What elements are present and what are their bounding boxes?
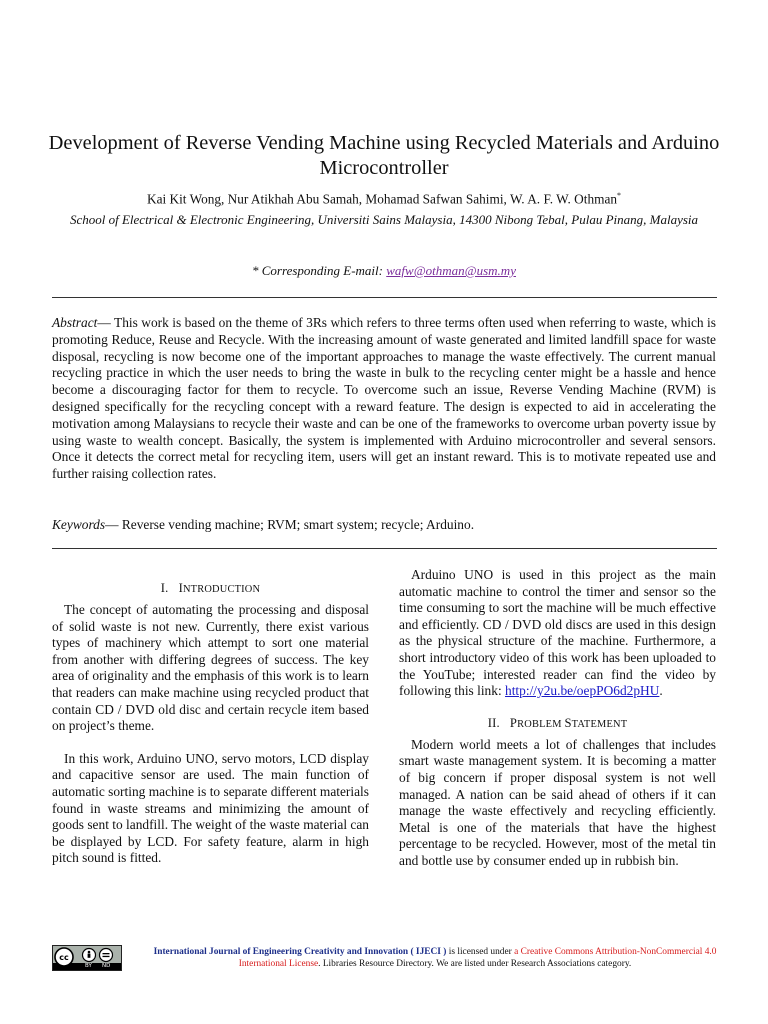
left-column bbox=[52, 581, 369, 867]
cc-nd-label: ND bbox=[102, 963, 111, 969]
arduino-paragraph: Arduino UNO is used in this project as the main automatic machine to control the timer and sensor so the time consuming to sort the machine will be much effective and efficiently. CD / DVD old discs are used in this design as the physical structure of the machine. Furthermore, a short introductory video of this work has been uploaded to the YouTube; interested reader can find the video by following this link: http://y2u.be/oepPO6d2pHU. bbox=[399, 567, 716, 699]
author-list bbox=[40, 187, 728, 208]
video-link[interactable]: http://y2u.be/oepPO6d2pHU bbox=[505, 683, 660, 699]
license-footer bbox=[130, 946, 740, 970]
paper-title: Development of Reverse Vending Machine using Recycled Materials and Arduino Microcontroller bbox=[48, 132, 720, 179]
keywords bbox=[52, 516, 716, 533]
svg-text:cc: cc bbox=[59, 953, 69, 962]
affiliation: School of Electrical & Electronic Engineering, Universiti Sains Malaysia, 14300 Nibong Tebal, Pulau Pinang, Malaysia bbox=[69, 212, 699, 227]
corresponding-email bbox=[40, 262, 728, 280]
corresponding-mark: * bbox=[617, 191, 621, 200]
journal-name: International Journal of Engineering Creativity and Innovation ( IJECI ) bbox=[153, 947, 447, 957]
license-link[interactable]: a Creative Commons Attribution-NonCommercial 4.0 International License bbox=[238, 947, 717, 970]
intro-paragraph-1: The concept of automating the processing and disposal of solid waste is not new. Currently, there exist various types of machinery which attempt to sort one material from another with differing degrees of success. The key area of originality and the emphasis of this work is to learn that readers can make machine using recycled product that contain CD / DVD old disc and certain recycle item based on project’s theme. bbox=[52, 602, 369, 734]
intro-paragraph-2: In this work, Arduino UNO, servo motors, LCD display and capacitive sensor are used. The main function of automatic sorting machine is to separate different materials found in waste streams and minimizing the amount of goods sent to landfill. The weight of the waste material can be displayed by LCD. For safety feature, alarm in high pitch sound is fitted. bbox=[52, 750, 369, 866]
abstract-dash: — bbox=[97, 315, 115, 330]
corresponding-label: * Corresponding E-mail: bbox=[252, 263, 387, 278]
authors-text: Kai Kit Wong, Nur Atikhah Abu Samah, Mohamad Safwan Sahimi, W. A. F. W. Othman bbox=[146, 191, 617, 207]
keywords-text: Reverse vending machine; RVM; smart system; recycle; Arduino. bbox=[121, 517, 475, 532]
abstract-label: Abstract bbox=[52, 315, 98, 330]
mid-divider bbox=[52, 548, 717, 549]
abstract bbox=[52, 315, 716, 483]
section-heading-introduction: I. INTRODUCTION bbox=[160, 581, 261, 595]
creative-commons-badge[interactable] bbox=[52, 945, 122, 971]
cc-by-label: BY bbox=[85, 963, 92, 969]
keywords-dash: — bbox=[105, 517, 122, 532]
abstract-text: This work is based on the theme of 3Rs which refers to three terms often used when referring to waste, which is promoting Reduce, Reuse and Recycle. With the increasing amount of waste generated and limited landfill space for waste disposal, recycling is now become one of the important approaches to manage the waste effectively. The current manual recycling practice in which the user needs to bring the waste in bulk to the recycling center might be a hassle and hence become a discouraging factor for them to recycle. To overcome such an issue, Reverse Vending Machine (RVM) is designed specifically for the recycling concept with a reward feature. The design is expected to aid in accelerating the motivation among Malaysians to recycle their waste and can be one of the frameworks to overcome urban poverty issue by using waste to wealth concept. Basically, the system is implemented with Arduino microcontroller and several sensors. Once it detects the correct metal for recycling item, users will get an instant reward. This is to motivate repeated use and further raising collection rates. bbox=[52, 315, 716, 482]
keywords-label: Keywords bbox=[52, 517, 106, 532]
license-mid-text: is licensed under bbox=[446, 947, 515, 957]
section-heading-problem-statement: II. PROBLEM STATEMENT bbox=[487, 715, 628, 730]
top-divider bbox=[52, 297, 717, 298]
right-column bbox=[399, 567, 716, 870]
email-link[interactable]: wafw@othman@usm.my bbox=[386, 263, 516, 278]
problem-paragraph: Modern world meets a lot of challenges that includes smart waste management system. It is becoming a matter of big concern if proper disposal system is not well managed. A nation can be said ahead of others if it can manage the waste effectively and recycling efficiently. Metal is one of the materials that have the highest percentage to be recycled. However, most of the metal tin and bottle use by consumer ended up in rubbish bin. bbox=[399, 736, 716, 868]
license-tail-text: . Libraries Resource Directory. We are listed under Research Associations category. bbox=[318, 959, 632, 970]
